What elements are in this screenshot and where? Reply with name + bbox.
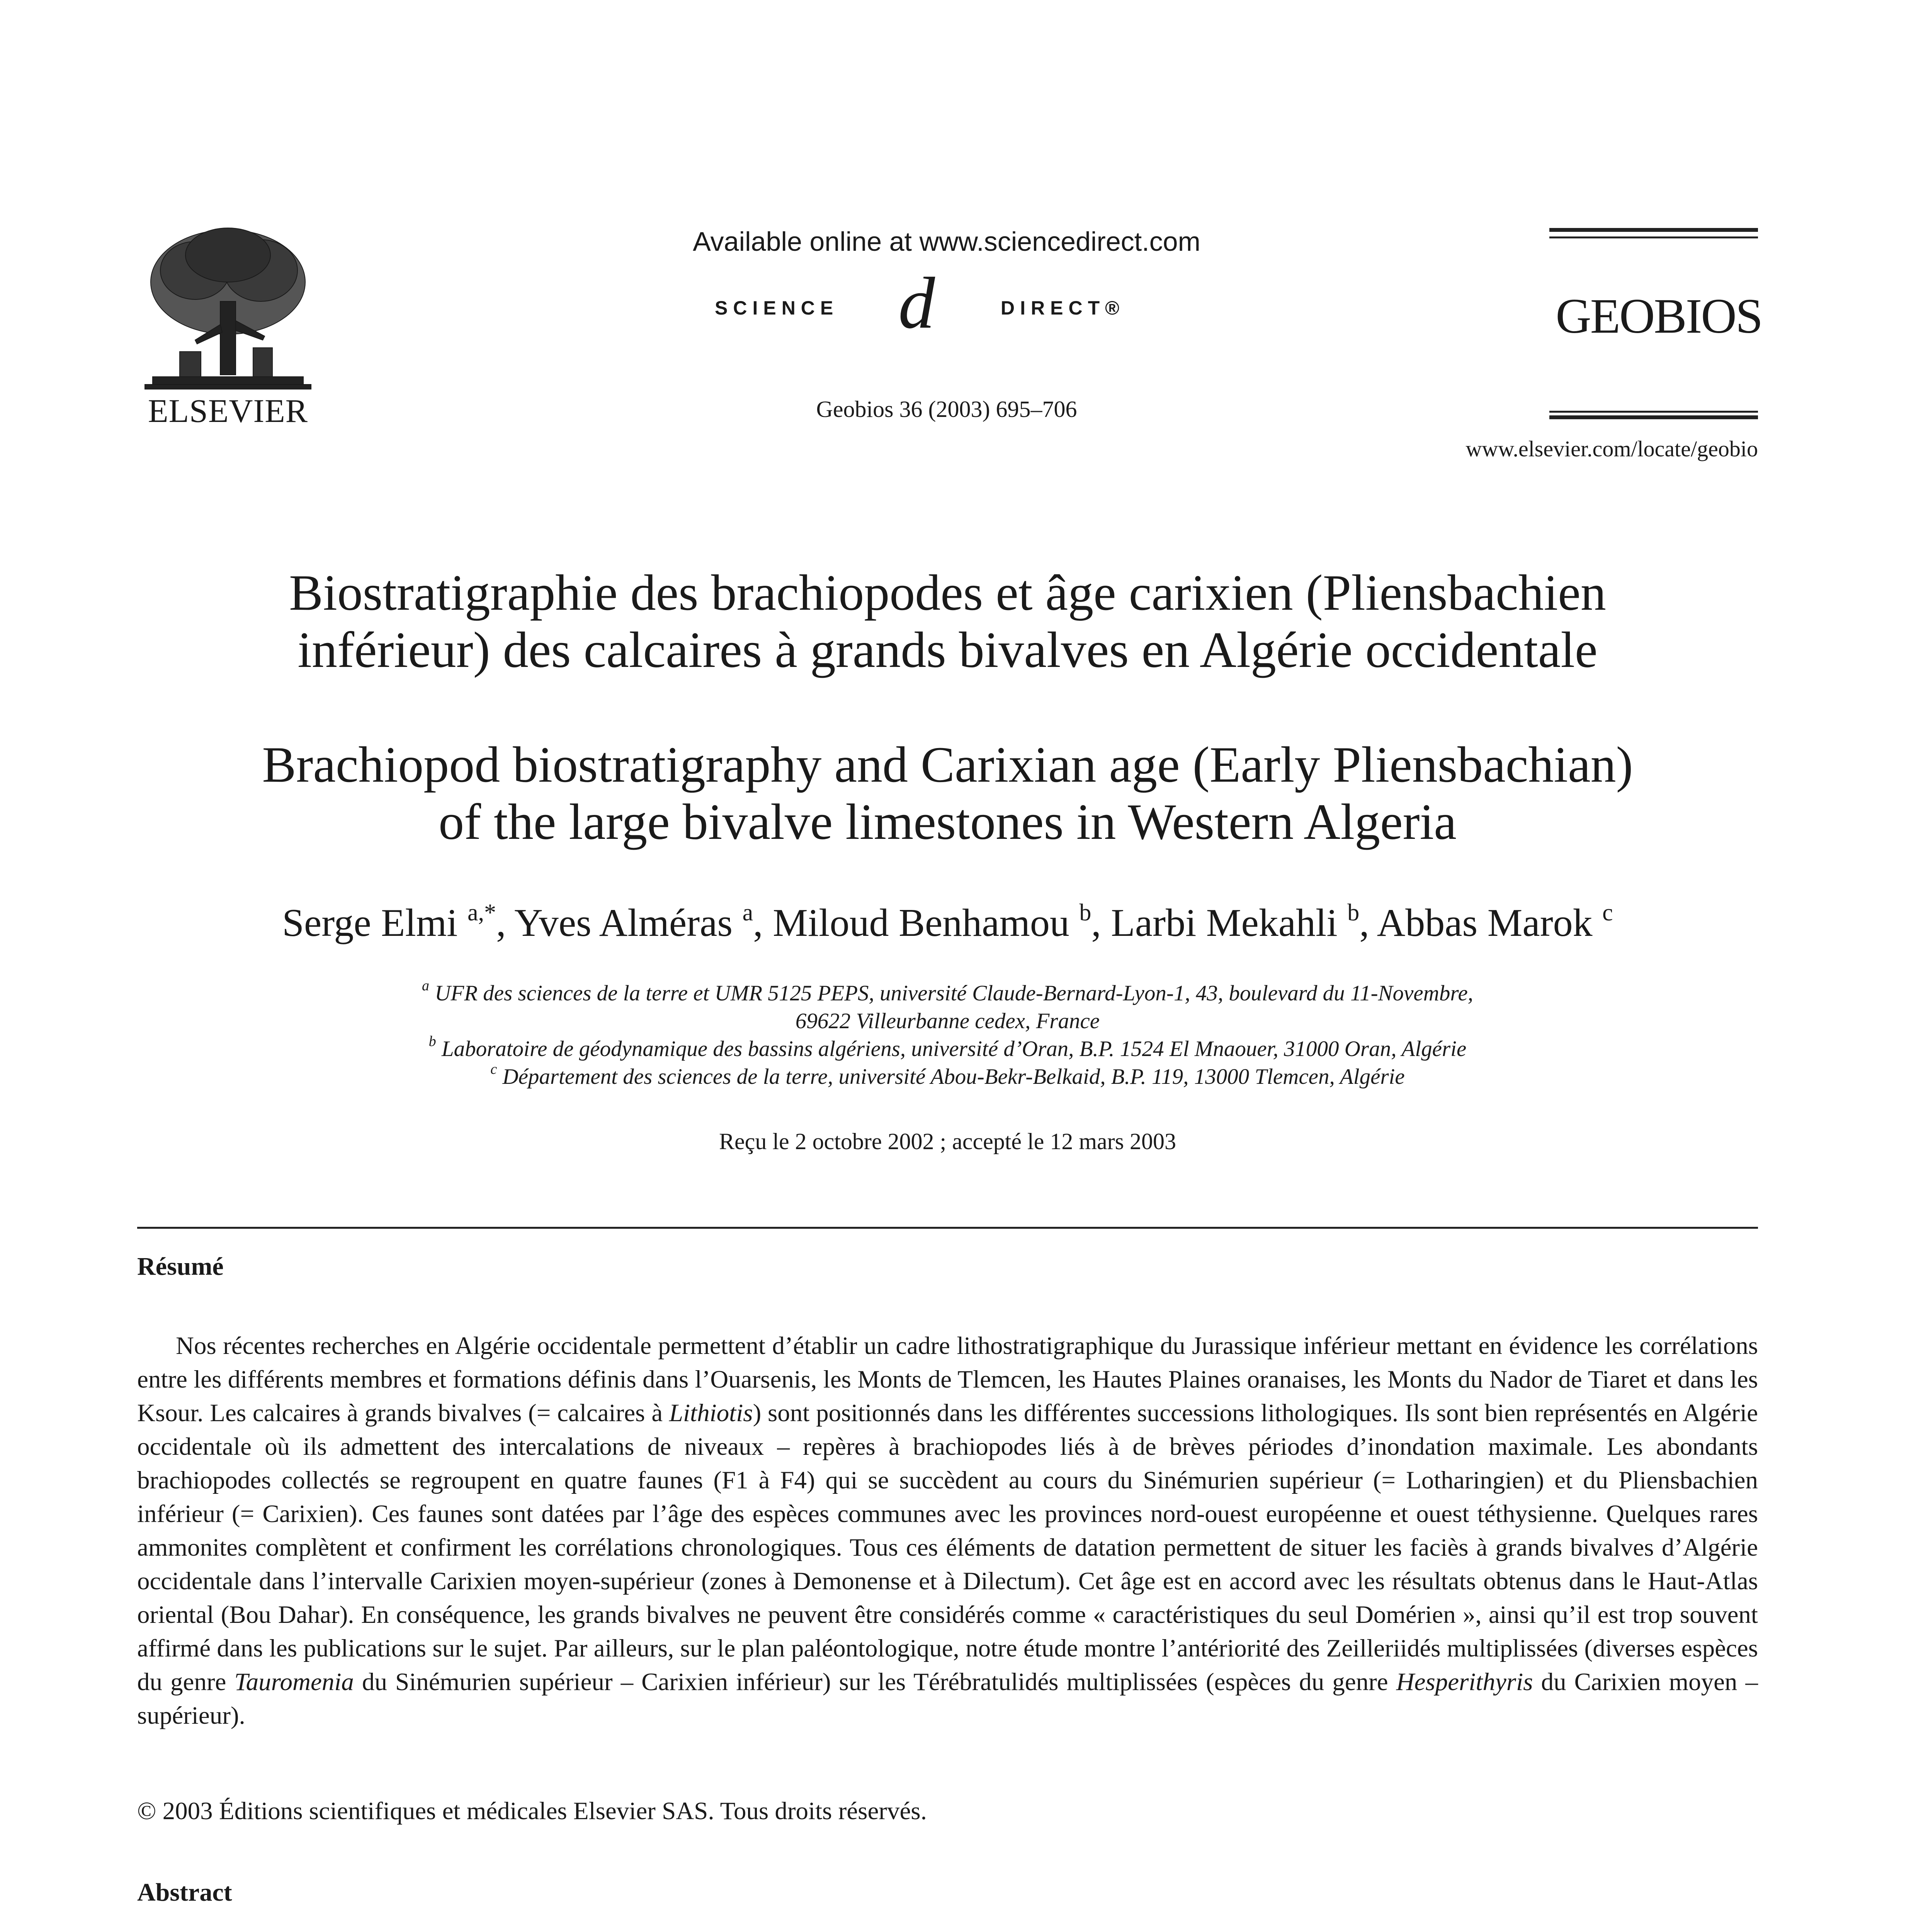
journal-name: GEOBIOS — [1556, 289, 1762, 344]
author-separator: , — [1359, 901, 1377, 945]
affiliation-c — [137, 1063, 1758, 1091]
title-english — [137, 736, 1758, 850]
resume-text: Nos récentes recherches en Algérie occidentale permettent d’établir un cadre lithostratigraphique du Jurassique inférieur mettant en évidence les corrélations entre les différents membres et formations définis dans l’Ouarsenis, les Monts de Tlemcen, les Hautes Plaines oranaises, les Monts du Nador de Tiaret et dans les Ksour. Les calcaires à grands bivalves (= calcaires à — [137, 1332, 1758, 1427]
elsevier-tree-icon — [137, 224, 319, 394]
affiliations — [137, 980, 1758, 1091]
author-name: Larbi Mekahli — [1111, 901, 1338, 945]
author-separator: , — [496, 901, 515, 945]
resume-paragraph — [137, 1329, 1758, 1783]
resume-taxon: Tauromenia — [234, 1668, 354, 1696]
author-name: Serge Elmi — [282, 901, 458, 945]
available-online-text: Available online at www.sciencedirect.com — [693, 226, 1200, 257]
affiliation-a — [137, 980, 1758, 1007]
title-english-line: of the large bivalve limestones in Western Algeria — [439, 793, 1457, 850]
author-affiliation-mark: b — [1079, 900, 1091, 926]
title-french — [137, 564, 1758, 679]
author-name: Abbas Marok — [1377, 901, 1593, 945]
received-dates: Reçu le 2 octobre 2002 ; accepté le 12 mars 2003 — [719, 1129, 1176, 1154]
affiliation-text: UFR des sciences de la terre et UMR 5125 PEPS, université Claude-Bernard-Lyon-1, 43, boulevard du 11-Novembre, — [435, 981, 1473, 1005]
affiliation-mark: c — [490, 1061, 497, 1077]
author-affiliation-mark: b — [1347, 900, 1360, 926]
author-separator: , — [753, 901, 773, 945]
title-english-line: Brachiopod biostratigraphy and Carixian age (Early Pliensbachian) — [262, 736, 1633, 793]
affiliation-mark: a — [422, 978, 429, 994]
sciencedirect-right-text: DIRECT® — [1001, 297, 1125, 319]
author-name: Miloud Benhamou — [773, 901, 1069, 945]
resume-text: du Carixien moyen – supérieur). — [137, 1668, 1758, 1730]
author-affiliation-mark: a — [742, 900, 753, 926]
elsevier-logo — [137, 224, 319, 429]
sciencedirect-logo — [715, 263, 1178, 344]
header-rule — [1549, 415, 1758, 419]
author-affiliation-mark: c — [1602, 900, 1613, 926]
header-rule — [1549, 228, 1758, 232]
affiliation-mark: b — [428, 1033, 436, 1049]
author-list — [137, 900, 1758, 946]
resume-text: ) sont positionnés dans les différentes successions lithologiques. Ils sont bien représentés en Algérie occidentale où ils admettent des intercalations de niveaux – repères à brachiopodes liés à de brèves périodes d’inondation maximale. Les abondants brachiopodes collectés se regroupent en quatre faunes (F1 à F4) qui se succèdent au cours du Sinémurien supérieur (= Lotharingien) et du Pliensbachien inférieur (= Carixien). Ces faunes sont datées par l’âge des espèces communes avec les provinces nord-ouest européenne et ouest téthysienne. Quelques rares ammonites complètent et confirment les corrélations chronologiques. Tous ces éléments de datation permettent de situer les faciès à grands bivalves d’Algérie occidentale dans l’intervalle Carixien moyen-supérieur (zones à Demonense et à Dilectum). Cet âge est en accord avec les résultats obtenus dans le Haut-Atlas oriental (Bou Dahar). En conséquence, les grands bivalves ne peuvent être considérés comme « caractéristiques du seul Domérien », ainsi qu’il est trop souvent affirmé dans les publications sur le sujet. Par ailleurs, sur le plan paléontologique, notre étude montre l’antériorité des Zeilleriidés multiplissées (diverses espèces du genre — [137, 1399, 1758, 1696]
resume-text: du Sinémurien supérieur – Carixien inférieur) sur les Térébratulidés multiplissées (espèces du genre — [354, 1668, 1396, 1696]
resume-copyright: © 2003 Éditions scientifiques et médicales Elsevier SAS. Tous droits réservés. — [137, 1797, 927, 1825]
affiliation-a-cont: 69622 Villeurbanne cedex, France — [795, 1009, 1100, 1033]
header-rule — [1549, 236, 1758, 238]
title-french-line: inférieur) des calcaires à grands bivalves en Algérie occidentale — [298, 621, 1598, 678]
affiliation-text: Département des sciences de la terre, université Abou-Bekr-Belkaid, B.P. 119, 13000 Tlemcen, Algérie — [502, 1065, 1405, 1089]
affiliation-b — [137, 1035, 1758, 1063]
section-divider — [137, 1227, 1758, 1229]
author-name: Yves Alméras — [514, 901, 733, 945]
header-rule — [1549, 411, 1758, 413]
sciencedirect-left-text: SCIENCE — [715, 297, 839, 319]
title-french-line: Biostratigraphie des brachiopodes et âge carixien (Pliensbachien — [289, 564, 1606, 621]
journal-reference: Geobios 36 (2003) 695–706 — [816, 396, 1077, 422]
affiliation-text: Laboratoire de géodynamique des bassins algériens, université d’Oran, B.P. 1524 El Mnaouer, 31000 Oran, Algérie — [441, 1037, 1467, 1061]
sciencedirect-at-glyph: d — [898, 263, 935, 344]
abstract-heading: Abstract — [137, 1878, 232, 1906]
author-separator: , — [1091, 901, 1111, 945]
elsevier-wordmark: ELSEVIER — [148, 392, 308, 429]
journal-url: www.elsevier.com/locate/geobio — [1465, 436, 1758, 461]
resume-taxon: Lithiotis — [669, 1399, 753, 1427]
author-affiliation-mark: a,* — [468, 900, 496, 926]
resume-taxon: Hesperithyris — [1396, 1668, 1533, 1696]
resume-heading: Résumé — [137, 1252, 224, 1281]
